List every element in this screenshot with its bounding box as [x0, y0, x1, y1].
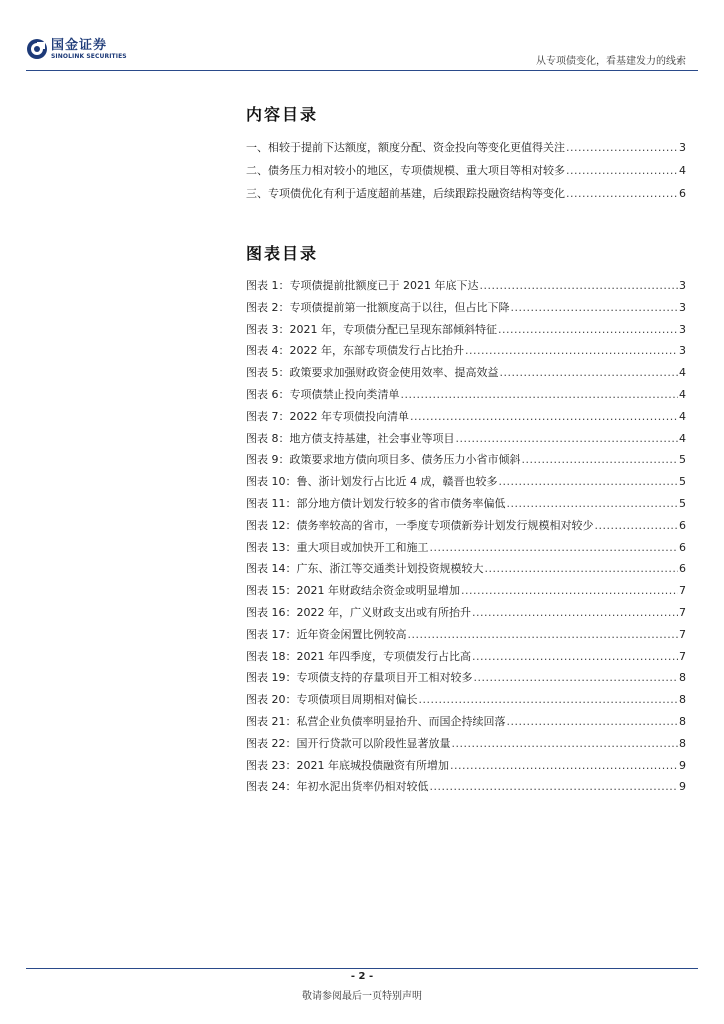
header-divider: [26, 70, 698, 71]
figures-section: [246, 241, 686, 800]
dot-leader: [485, 562, 679, 575]
figure-entry[interactable]: [246, 408, 686, 430]
figure-entry-page: 7: [679, 627, 686, 641]
figure-entry-page: 4: [679, 366, 686, 380]
figure-entry-label: 图表 20：专项债项目周期相对偏长: [246, 693, 418, 707]
dot-leader: [408, 628, 679, 641]
figure-entry-label: 图表 7：2022 年专项债投向清单: [246, 409, 409, 423]
figure-entry-label: 图表 24：年初水泥出货率仍相对较低: [246, 780, 429, 794]
figure-entry-page: 7: [679, 649, 686, 663]
figure-entry[interactable]: [246, 560, 686, 582]
dot-leader: [461, 584, 678, 597]
figure-entry[interactable]: [246, 517, 686, 539]
dot-leader: [511, 301, 679, 314]
dot-leader: [566, 164, 678, 177]
dot-leader: [595, 519, 679, 532]
figure-entry[interactable]: [246, 451, 686, 473]
figure-entry-label: 图表 1：专项债提前批额度已于 2021 年底下达: [246, 279, 479, 292]
figure-entry[interactable]: [246, 299, 686, 321]
dot-leader: [566, 141, 678, 154]
figure-list: [246, 277, 686, 800]
report-title: 从专项债变化，看基建发力的线索: [536, 56, 686, 67]
figure-entry[interactable]: [246, 473, 686, 495]
dot-leader: [498, 475, 678, 488]
figure-entry[interactable]: [246, 582, 686, 604]
figure-entry-label: 图表 11：部分地方债计划发行较多的省市债务率偏低: [246, 496, 506, 510]
figure-entry-label: 图表 22：国开行贷款可以阶段性显著放量: [246, 736, 451, 750]
figure-entry[interactable]: [246, 713, 686, 735]
dot-leader: [472, 606, 678, 619]
figure-entry[interactable]: [246, 430, 686, 452]
figure-entry-page: 7: [679, 584, 686, 598]
figure-entry-page: 8: [679, 693, 686, 707]
figures-title: 图表目录: [246, 244, 319, 263]
figure-entry-page: 7: [679, 605, 686, 619]
dot-leader: [479, 279, 678, 292]
figure-entry-page: 5: [679, 496, 686, 510]
page-header: [26, 38, 698, 72]
page-number: - 2 -: [350, 971, 374, 982]
dot-leader: [507, 715, 679, 728]
figure-entry[interactable]: [246, 321, 686, 343]
figure-entry-page: 8: [679, 714, 686, 728]
dot-leader: [452, 737, 679, 750]
figure-entry[interactable]: [246, 626, 686, 648]
figure-entry-page: 6: [679, 540, 686, 554]
dot-leader: [465, 344, 678, 357]
disclaimer-text: 敬请参阅最后一页特别声明: [302, 991, 422, 1002]
contents-entry-label: 二、债务压力相对较小的地区，专项债规模、重大项目等相对较多: [246, 164, 565, 177]
dot-leader: [430, 541, 679, 554]
figure-entry-page: 3: [679, 279, 686, 292]
dot-leader: [410, 410, 678, 423]
figure-entry[interactable]: [246, 342, 686, 364]
logo-chinese-name: 国金证券: [51, 37, 108, 53]
figure-entry-label: 图表 3：2021 年，专项债分配已呈现东部倾斜特征: [246, 322, 497, 336]
dot-leader: [419, 693, 679, 706]
logo-english-name: SINOLINK SECURITIES: [51, 52, 127, 60]
figure-entry-label: 图表 5：政策要求加强财政资金使用效率、提高效益: [246, 366, 499, 380]
figure-entry[interactable]: [246, 735, 686, 757]
figure-entry[interactable]: [246, 648, 686, 670]
figure-entry-page: 5: [679, 475, 686, 489]
figure-entry[interactable]: [246, 691, 686, 713]
figure-entry[interactable]: [246, 364, 686, 386]
figure-entry-page: 3: [679, 344, 686, 358]
dot-leader: [522, 453, 679, 466]
figure-entry-label: 图表 8：地方债支持基建，社会事业等项目: [246, 431, 455, 445]
figure-entry-label: 图表 23：2021 年底城投债融资有所增加: [246, 758, 449, 772]
figure-entry[interactable]: [246, 669, 686, 691]
figure-entry-label: 图表 6：专项债禁止投向类清单: [246, 387, 400, 401]
dot-leader: [401, 388, 679, 401]
figure-entry-label: 图表 10：鲁、浙计划发行占比近 4 成，赣晋也较多: [246, 475, 498, 489]
figure-entry-label: 图表 4：2022 年，东部专项债发行占比抬升: [246, 344, 464, 358]
figure-entry-label: 图表 15：2021 年财政结余资金或明显增加: [246, 584, 460, 598]
contents-entry-label: 一、相较于提前下达额度，额度分配、资金投向等变化更值得关注: [246, 141, 565, 154]
figure-entry-label: 图表 13：重大项目或加快开工和施工: [246, 540, 429, 554]
figure-entry-page: 8: [679, 671, 686, 685]
dot-leader: [472, 650, 678, 663]
dot-leader: [450, 759, 678, 772]
figure-entry-page: 4: [679, 431, 686, 445]
figure-entry-label: 图表 9：政策要求地方债向项目多、债务压力小省市倾斜: [246, 453, 521, 467]
figure-entry-page: 3: [679, 322, 686, 336]
figure-entry[interactable]: [246, 539, 686, 561]
dot-leader: [507, 497, 679, 510]
figure-entry-page: 6: [679, 562, 686, 576]
contents-entry-page: 3: [679, 141, 686, 154]
contents-section: [246, 102, 686, 208]
figure-entry-label: 图表 14：广东、浙江等交通类计划投资规模较大: [246, 562, 484, 576]
figure-entry-label: 图表 12：债务率较高的省市，一季度专项债新券计划发行规模相对较少: [246, 518, 594, 532]
figure-entry-label: 图表 19：专项债支持的存量项目开工相对较多: [246, 671, 473, 685]
figure-entry-label: 图表 17：近年资金闲置比例较高: [246, 627, 407, 641]
contents-entry-page: 6: [679, 187, 686, 200]
sinolink-logo-icon: [26, 38, 48, 60]
contents-title: 内容目录: [246, 105, 319, 124]
contents-entry-label: 三、专项债优化有利于适度超前基建，后续跟踪投融资结构等变化: [246, 187, 565, 200]
contents-entry-page: 4: [679, 164, 686, 177]
contents-entry[interactable]: [246, 185, 686, 208]
figure-entry-page: 9: [679, 780, 686, 794]
footer-divider: [26, 968, 698, 969]
figure-entry[interactable]: [246, 778, 686, 800]
dot-leader: [430, 780, 679, 793]
figure-entry-page: 4: [679, 387, 686, 401]
dot-leader: [474, 671, 679, 684]
figure-entry-page: 6: [679, 518, 686, 532]
figure-entry[interactable]: [246, 757, 686, 779]
figure-entry-page: 4: [679, 409, 686, 423]
dot-leader: [498, 323, 678, 336]
figure-entry-label: 图表 21：私营企业负债率明显抬升、而国企持续回落: [246, 714, 506, 728]
figure-entry-label: 图表 2：专项债提前第一批额度高于以往，但占比下降: [246, 300, 510, 314]
company-logo: [26, 38, 127, 60]
dot-leader: [566, 187, 678, 200]
figure-entry-page: 3: [679, 300, 686, 314]
contents-entry[interactable]: [246, 162, 686, 185]
figure-entry-label: 图表 18：2021 年四季度，专项债发行占比高: [246, 649, 471, 663]
figure-entry[interactable]: [246, 386, 686, 408]
figure-entry-page: 9: [679, 758, 686, 772]
figure-entry-page: 8: [679, 736, 686, 750]
contents-entry[interactable]: [246, 139, 686, 162]
dot-leader: [500, 366, 679, 379]
figure-entry-page: 5: [679, 453, 686, 467]
figure-entry[interactable]: [246, 495, 686, 517]
figure-entry[interactable]: [246, 277, 686, 299]
figure-entry-label: 图表 16：2022 年，广义财政支出或有所抬升: [246, 605, 471, 619]
figure-entry[interactable]: [246, 604, 686, 626]
dot-leader: [456, 432, 679, 445]
